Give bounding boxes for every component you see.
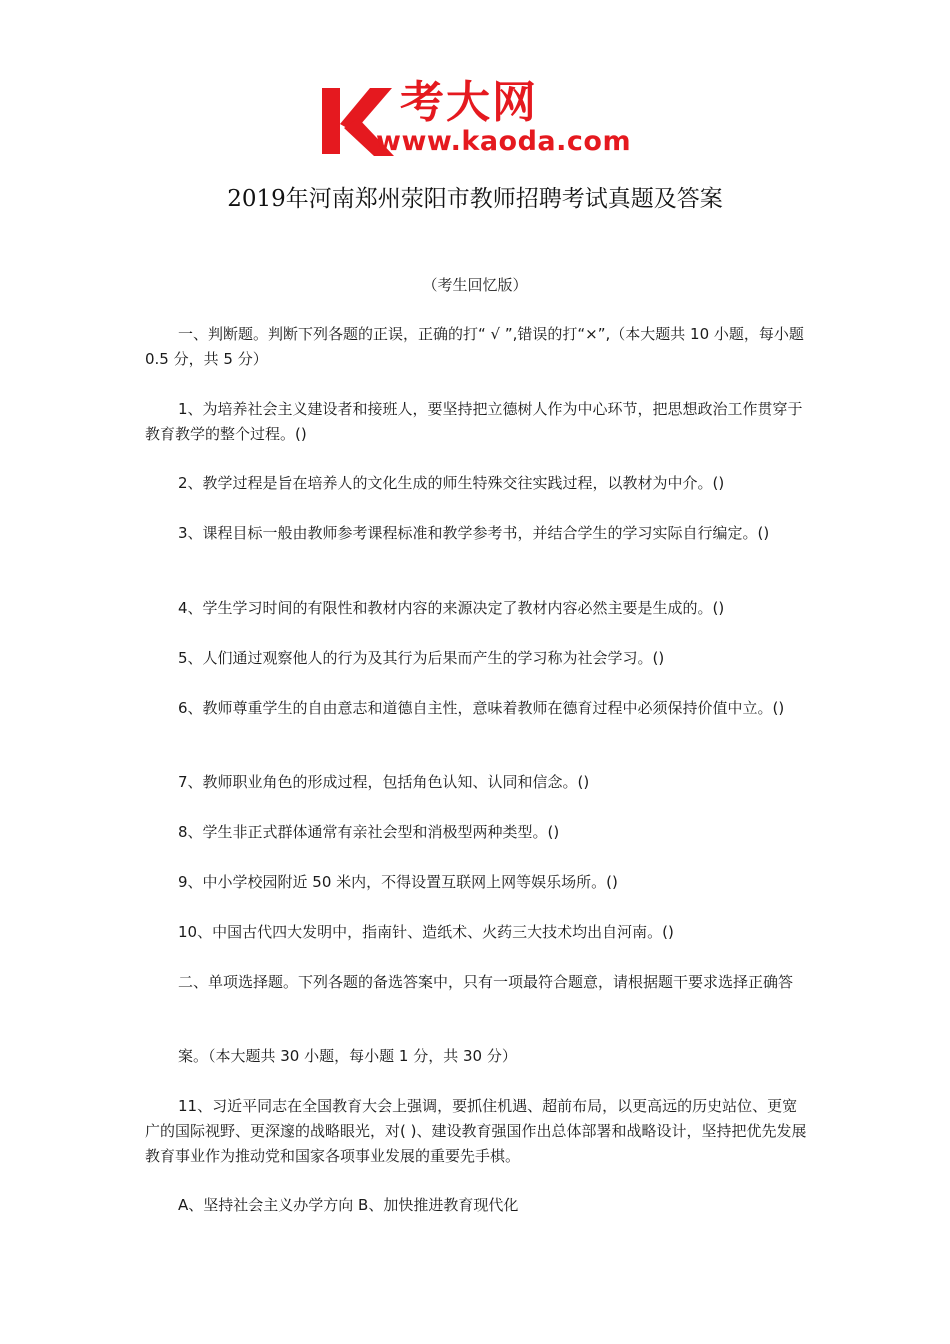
- section-two-heading: 二、单项选择题。下列各题的备选答案中，只有一项最符合题意，请根据题干要求选择正确答: [178, 973, 794, 991]
- document-subtitle: （考生回忆版）: [422, 276, 528, 294]
- question-6: 6、教师尊重学生的自由意志和道德自主性，意味着教师在德育过程中必须保持价值中立。(): [178, 699, 785, 717]
- question-5: 5、人们通过观察他人的行为及其行为后果而产生的学习称为社会学习。(): [178, 649, 665, 667]
- question-3: 3、课程目标一般由教师参考课程标准和教学参考书，并结合学生的学习实际自行编定。(): [178, 524, 770, 542]
- logo-chinese-text: 考大网: [400, 77, 538, 128]
- section-one-heading: 一、判断题。判断下列各题的正误，正确的打“ √ ”,错误的打“×”,（本大题共 10 小题，每小题 0.5 分，共 5 分）: [145, 325, 804, 368]
- question-9: 9、中小学校园附近 50 米内，不得设置互联网上网等娱乐场所。(): [178, 873, 618, 891]
- question-7: 7、教师职业角色的形成过程，包括角色认知、认同和信念。(): [178, 773, 590, 791]
- question-1: 1、为培养社会主义建设者和接班人，要坚持把立德树人作为中心环节，把思想政治工作贯穿于教育教学的整个过程。(): [145, 400, 803, 443]
- question-2: 2、教学过程是旨在培养人的文化生成的师生特殊交往实践过程，以教材为中介。(): [178, 474, 725, 492]
- kaoda-logo: [318, 77, 640, 162]
- question-8: 8、学生非正式群体通常有亲社会型和消极型两种类型。(): [178, 823, 560, 841]
- question-10: 10、中国古代四大发明中，指南针、造纸术、火药三大技术均出自河南。(): [178, 923, 674, 941]
- section-two-heading-continued: 案。（本大题共 30 小题，每小题 1 分，共 30 分）: [178, 1047, 517, 1065]
- logo-url-text: www.kaoda.com: [376, 126, 632, 157]
- question-11-options: A、坚持社会主义办学方向 B、加快推进教育现代化: [178, 1196, 519, 1214]
- question-11: 11、习近平同志在全国教育大会上强调，要抓住机遇、超前布局，以更高远的历史站位、更宽广的国际视野、更深邃的战略眼光，对( )、建设教育强国作出总体部署和战略设计，坚持把优先发展教育事业作为推动党和国家各项事业发展的重要先手棋。: [145, 1097, 807, 1165]
- question-4: 4、学生学习时间的有限性和教材内容的来源决定了教材内容必然主要是生成的。(): [178, 599, 725, 617]
- document-title: 2019年河南郑州荥阳市教师招聘考试真题及答案: [227, 186, 723, 212]
